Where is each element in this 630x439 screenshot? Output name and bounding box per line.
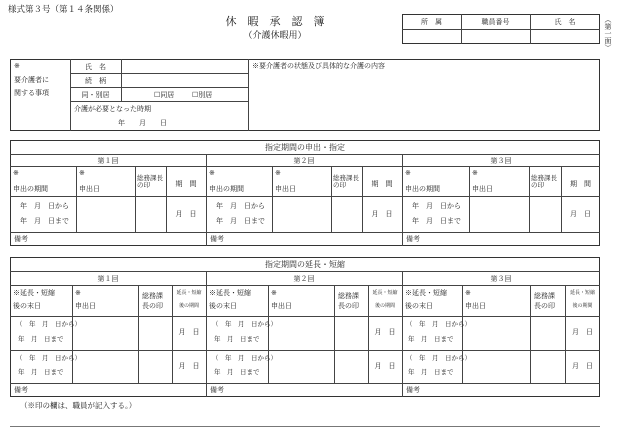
period-days[interactable]: 月 日 (178, 362, 200, 370)
after-end-label-1: 延長・短縮 (412, 289, 447, 297)
condition-field[interactable] (248, 72, 600, 131)
mark: ※ (79, 169, 85, 177)
period-label-2: 後の期間 (178, 303, 199, 309)
seal-label-1: 総務課 (142, 292, 163, 300)
remarks-label: 備考 (406, 386, 420, 394)
date-to[interactable]: 年 月 日まで (20, 217, 69, 225)
period-days[interactable]: 月 日 (374, 328, 396, 336)
date-from[interactable]: （ 年 月 日から） (212, 320, 277, 328)
care-needed-label: 介護が必要となった時期 (74, 105, 151, 113)
date-to[interactable]: 年 月 日まで (214, 368, 260, 376)
designation-title: 指定期間の申出・指定 (265, 143, 345, 152)
mark: ※ (405, 169, 411, 177)
mark: ※ (13, 169, 19, 177)
mark: ※ (75, 289, 81, 297)
request-date-label: 申出日 (79, 185, 100, 193)
page-title: 休 暇 承 認 簿 (225, 15, 325, 28)
remarks-label: 備考 (210, 235, 224, 243)
seal-label-1: 総務課 (534, 292, 555, 300)
extension-title: 指定期間の延長・短縮 (265, 260, 345, 269)
care-mark: ※ (14, 62, 20, 70)
staff-number-label: 職員番号 (481, 18, 510, 26)
extension-round-1: 第１回 (97, 275, 119, 283)
date-from[interactable]: 年 月 日から (20, 202, 69, 210)
after-end-label-2: 後の末日 (405, 302, 433, 310)
seal-label-1: 総務課 (338, 292, 359, 300)
after-end-label-2: 後の末日 (13, 302, 41, 310)
seal-label-2: 長の印 (142, 302, 163, 310)
date-to[interactable]: 年 月 日まで (18, 335, 64, 343)
extension-round-3: 第３回 (490, 275, 512, 283)
date-from[interactable]: （ 年 月 日から） (406, 320, 471, 328)
mark: ※ (465, 289, 471, 297)
mark: ※ (209, 169, 215, 177)
page-subtitle: （介護休暇用） (243, 31, 307, 41)
after-end-label-1: 延長・短縮 (20, 289, 55, 297)
request-date-label: 申出日 (275, 185, 296, 193)
date-from[interactable]: （ 年 月 日から） (16, 320, 81, 328)
designation-round-1: 第１回 (97, 157, 119, 165)
extension-round-2: 第２回 (293, 275, 315, 283)
period-days[interactable]: 月 日 (374, 362, 396, 370)
manager-seal-label: 総務課長の印 (333, 174, 359, 190)
mark: ※ (209, 289, 216, 297)
period-label: 期 間 (175, 180, 197, 188)
date-to[interactable]: 年 月 日まで (408, 368, 454, 376)
seal-label-2: 長の印 (338, 302, 359, 310)
date-from[interactable]: （ 年 月 日から） (212, 354, 277, 362)
request-period-label: 申出の期間 (209, 185, 244, 193)
living-status-label: 同・別居 (81, 91, 110, 99)
affiliation-field[interactable] (402, 29, 461, 44)
designation-round-2: 第２回 (293, 157, 315, 165)
request-date-label: 申出日 (472, 185, 493, 193)
affiliation-label: 所 属 (421, 18, 442, 26)
side-page-note: （第一面） (604, 16, 613, 51)
date-to[interactable]: 年 月 日まで (214, 335, 260, 343)
mark: ※ (405, 289, 412, 297)
request-date-label: 申出日 (465, 302, 486, 310)
form-number: 様式第３号（第１４条関係） (8, 5, 119, 15)
mark: ※ (275, 169, 281, 177)
manager-seal-label: 総務課長の印 (137, 174, 163, 190)
request-period-label: 申出の期間 (13, 185, 48, 193)
period-days[interactable]: 月 日 (371, 210, 393, 218)
period-label-1: 延長・短縮 (569, 290, 595, 296)
period-label: 期 間 (570, 180, 591, 188)
after-end-label-1: 延長・短縮 (216, 289, 251, 297)
seal-label-2: 長の印 (534, 302, 555, 310)
living-same-checkbox[interactable]: ☐同居 (154, 91, 175, 99)
period-label-2: 後の期間 (572, 303, 593, 309)
care-needed-date[interactable]: 年 月 日 (118, 119, 167, 127)
date-to[interactable]: 年 月 日まで (412, 217, 461, 225)
period-days[interactable]: 月 日 (178, 328, 200, 336)
remarks-label: 備考 (406, 235, 420, 243)
recipient-name-label: 氏 名 (85, 63, 106, 71)
remarks-label: 備考 (210, 386, 224, 394)
care-section-label-2: 関する事項 (14, 89, 49, 97)
period-label-1: 延長・短縮 (176, 290, 202, 296)
period-label-1: 延長・短縮 (372, 290, 398, 296)
date-to[interactable]: 年 月 日まで (216, 217, 265, 225)
period-label-2: 後の期間 (374, 303, 395, 309)
after-end-label-2: 後の末日 (209, 302, 237, 310)
date-to[interactable]: 年 月 日まで (408, 335, 454, 343)
date-from[interactable]: （ 年 月 日から） (16, 354, 81, 362)
condition-label: ※要介護者の状態及び具体的な介護の内容 (252, 62, 385, 70)
date-from[interactable]: 年 月 日から (216, 202, 265, 210)
date-from[interactable]: 年 月 日から (412, 202, 461, 210)
living-separate-checkbox[interactable]: ☐別居 (192, 91, 213, 99)
care-section-label-1: 要介護者に (14, 76, 49, 84)
staff-name-label: 氏 名 (554, 18, 576, 26)
mark: ※ (472, 169, 478, 177)
relationship-label: 続 柄 (85, 77, 106, 85)
request-date-label: 申出日 (75, 302, 96, 310)
period-label: 期 間 (371, 180, 393, 188)
period-days[interactable]: 月 日 (570, 210, 591, 218)
period-days[interactable]: 月 日 (175, 210, 197, 218)
relationship-field[interactable] (121, 73, 248, 87)
designation-round-3: 第３回 (490, 157, 512, 165)
request-period-label: 申出の期間 (405, 185, 440, 193)
remarks-label: 備考 (14, 235, 28, 243)
recipient-name-field[interactable] (121, 59, 248, 73)
manager-seal-label: 総務課長の印 (531, 174, 557, 190)
date-from[interactable]: （ 年 月 日から） (406, 354, 471, 362)
mark: ※ (271, 289, 277, 297)
date-to[interactable]: 年 月 日まで (18, 368, 64, 376)
staff-number-field[interactable] (461, 29, 530, 44)
mark: ※ (13, 289, 20, 297)
footer-note: （※印の欄は、職員が記入する。） (20, 401, 137, 410)
remarks-label: 備考 (14, 386, 28, 394)
staff-name-field[interactable] (530, 29, 600, 44)
period-days[interactable]: 月 日 (572, 362, 593, 370)
request-date-label: 申出日 (271, 302, 292, 310)
period-days[interactable]: 月 日 (572, 328, 593, 336)
